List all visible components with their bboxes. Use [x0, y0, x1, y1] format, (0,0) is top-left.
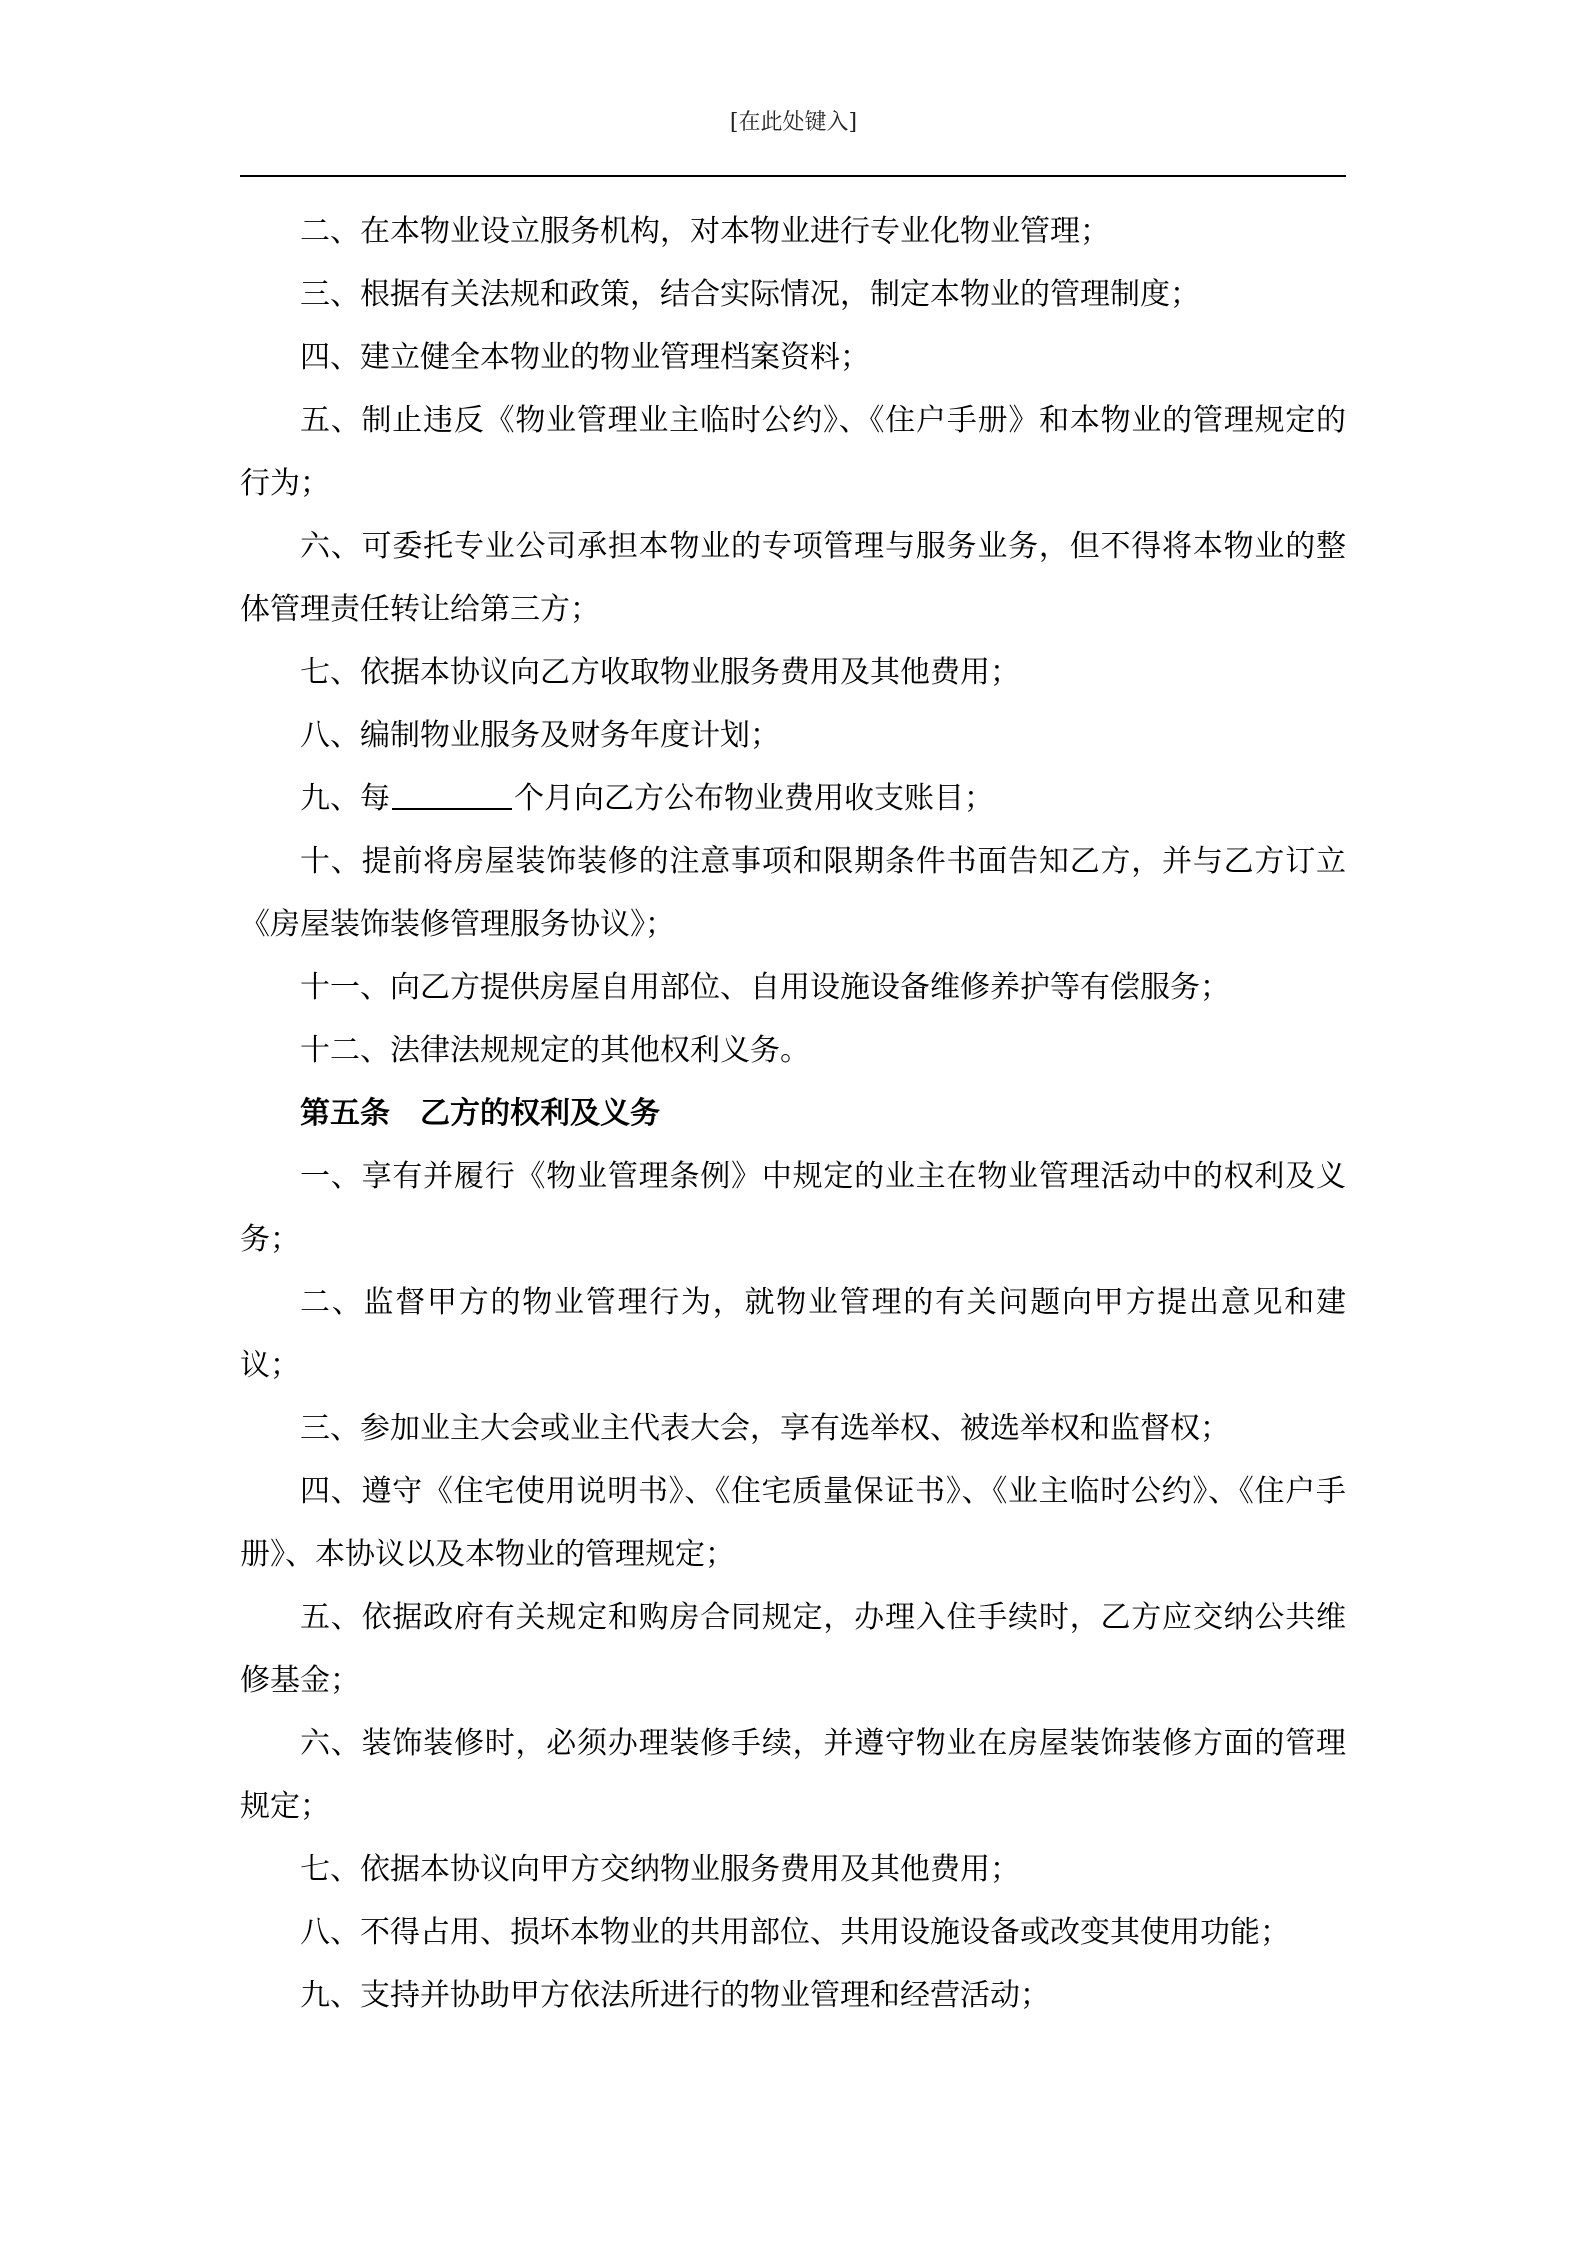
clause-paragraph: 六、可委托专业公司承担本物业的专项管理与服务业务，但不得将本物业的整体管理责任转让给第三方； [240, 529, 1346, 627]
obligation-paragraph: 九、支持并协助甲方依法所进行的物业管理和经营活动； [300, 1978, 1050, 2013]
clause-paragraph: 八、编制物业服务及财务年度计划； [300, 718, 780, 753]
document-body [240, 200, 1346, 2027]
clause-paragraph: 五、制止违反《物业管理业主临时公约》、《住户手册》和本物业的管理规定的行为； [240, 403, 1346, 501]
clause-paragraph: 四、建立健全本物业的物业管理档案资料； [300, 340, 870, 375]
obligation-paragraph: 八、不得占用、损坏本物业的共用部位、共用设施设备或改变其使用功能； [300, 1915, 1290, 1950]
obligation-paragraph: 五、依据政府有关规定和购房合同规定，办理入住手续时，乙方应交纳公共维修基金； [240, 1600, 1346, 1698]
obligation-paragraph: 六、装饰装修时，必须办理装修手续，并遵守物业在房屋装饰装修方面的管理规定； [240, 1726, 1346, 1824]
obligation-paragraph: 三、参加业主大会或业主代表大会，享有选举权、被选举权和监督权； [300, 1411, 1230, 1446]
header-divider [240, 175, 1346, 177]
clause-text-before-blank: 九、每 [300, 781, 390, 816]
clause-paragraph: 三、根据有关法规和政策，结合实际情况，制定本物业的管理制度； [300, 277, 1200, 312]
obligation-paragraph: 七、依据本协议向甲方交纳物业服务费用及其他费用； [300, 1852, 1020, 1887]
clause-paragraph: 十一、向乙方提供房屋自用部位、自用设施设备维修养护等有偿服务； [300, 970, 1230, 1005]
clause-paragraph: 二、在本物业设立服务机构，对本物业进行专业化物业管理； [300, 214, 1110, 249]
page-header [0, 108, 1587, 138]
clause-paragraph-with-blank [240, 767, 1346, 830]
clause-paragraph: 十二、法律法规规定的其他权利义务。 [300, 1033, 810, 1068]
clause-paragraph: 七、依据本协议向乙方收取物业服务费用及其他费用； [300, 655, 1020, 690]
obligation-paragraph: 四、遵守《住宅使用说明书》、《住宅质量保证书》、《业主临时公约》、《住户手册》、本协议以及本物业的管理规定； [240, 1474, 1346, 1572]
fill-in-blank[interactable] [392, 778, 512, 810]
header-placeholder-text[interactable]: [在此处键入] [729, 110, 858, 135]
obligation-paragraph: 二、监督甲方的物业管理行为，就物业管理的有关问题向甲方提出意见和建议； [240, 1285, 1346, 1383]
article-heading: 第五条 乙方的权利及义务 [300, 1096, 660, 1131]
clause-paragraph: 十、提前将房屋装饰装修的注意事项和限期条件书面告知乙方，并与乙方订立《房屋装饰装修管理服务协议》； [240, 844, 1346, 942]
clause-text-after-blank: 个月向乙方公布物业费用收支账目； [514, 781, 994, 816]
obligation-paragraph: 一、享有并履行《物业管理条例》中规定的业主在物业管理活动中的权利及义务； [240, 1159, 1346, 1257]
